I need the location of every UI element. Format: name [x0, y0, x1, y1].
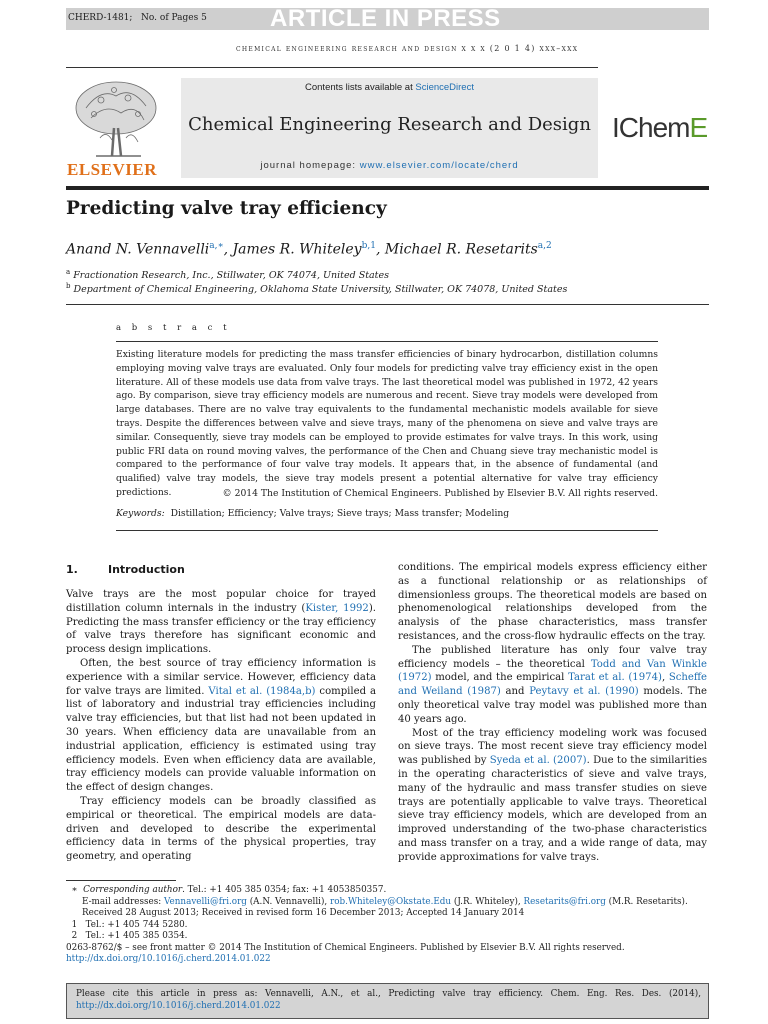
- received-dates: Received 28 August 2013; Received in revised form 16 December 2013; Accepted 14 January 2014: [82, 908, 525, 918]
- paragraph: Valve trays are the most popular choice for trayed distillation column internals in the industry (Kister, 1992). Predicting the mass transfer efficiency or the tray efficiency of valve trays therefore has significant economic and process design implications.: [66, 589, 376, 656]
- divider: [66, 304, 709, 305]
- keywords-label: Keywords:: [116, 508, 165, 519]
- divider: [66, 186, 709, 190]
- issn-line: 0263-8762/$ – see front matter © 2014 The Institution of Chemical Engineers. Published by Elsevier B.V. All rights reserved.: [66, 942, 625, 953]
- manuscript-id: CHERD-1481; No. of Pages 5: [68, 13, 207, 23]
- divider: [116, 530, 658, 531]
- footnote: 2 Tel.: +1 405 385 0354.: [71, 931, 188, 941]
- citation-link[interactable]: Peytavy et al. (1990): [529, 686, 639, 698]
- paragraph: Often, the best source of tray efficiency information is experience with a similar service. However, efficiency data for valve trays are limited. Vital et al. (1984a,b) compiled a list of laboratory and industrial tray efficiencies including valve tray efficiencies, but that list had not been updated in 30 years. When efficiency data are unavailable from an industrial application, efficiency is estimated using tray efficiency models. Even when efficiency data are available, tray efficiency models can provide valuable information on the effect of design changes.: [66, 657, 376, 794]
- email-link[interactable]: Resetarits@fri.org: [523, 896, 606, 907]
- citation-link[interactable]: Tarat et al. (1974): [568, 672, 662, 684]
- author-name: Anand N. Vennavelli: [66, 241, 210, 258]
- abstract-copyright: © 2014 The Institution of Chemical Engineers. Published by Elsevier B.V. All rights reserved.: [222, 488, 658, 499]
- citation-link[interactable]: Vital et al. (1984a,b): [208, 685, 316, 697]
- author-name: James R. Whiteley: [232, 241, 362, 258]
- citation-link[interactable]: Syeda et al. (2007): [489, 755, 587, 767]
- email-addresses: E-mail addresses: Vennavelli@fri.org (A.N. Vennavelli), rob.Whiteley@Okstate.Edu (J.R. Whiteley), Resetarits@fri.org (M.R. Resetarits).: [82, 896, 688, 907]
- publisher-wordmark: ELSEVIER: [67, 160, 157, 179]
- footnotes: [66, 885, 688, 966]
- body-column-right: [398, 561, 707, 865]
- footnote: 1 Tel.: +1 405 744 5280.: [71, 919, 188, 930]
- corresponding-author-note: ∗ Corresponding author. Tel.: +1 405 385 0354; fax: +1 4053850357.: [71, 885, 387, 895]
- email-link[interactable]: rob.Whiteley@Okstate.Edu: [330, 896, 452, 907]
- author-name: Michael R. Resetarits: [384, 241, 538, 258]
- footnote-divider: [66, 880, 176, 881]
- affiliation: $^b$ Department of Chemical Engineering, Oklahoma State University, Stillwater, OK 74078, United States: [66, 282, 568, 296]
- paragraph: The published literature has only four valve tray efficiency models – the theoretical Todd and Van Winkle (1972) model, and the empirical Tarat et al. (1974), Scheffe and Weiland (1987) and Peytavy et al. (1990) models. The only theoretical valve tray model was published more than 40 years ago.: [398, 644, 708, 725]
- body-column-left: [66, 588, 376, 864]
- abstract-heading: a b s t r a c t: [116, 323, 231, 333]
- divider: [116, 341, 658, 342]
- sciencedirect-link[interactable]: ScienceDirect: [415, 82, 474, 93]
- paragraph: conditions. The empirical models express efficiency either as a functional relationship or as relationships of dimensionless groups. The theoretical models are based on phenomenological relationships developed from the analysis of the phase characteristics, mass transfer resistances, and the cross-flow hydraulic effects on the tray.: [398, 562, 707, 642]
- affiliation: $^a$ Fractionation Research, Inc., Stillwater, OK 74074, United States: [66, 268, 390, 282]
- icheme-logo: IChemE: [612, 112, 708, 143]
- citation-link[interactable]: Todd and Van Winkle (1972): [398, 658, 707, 684]
- author-affil-link[interactable]: a,∗: [209, 241, 224, 251]
- doi-link[interactable]: http://dx.doi.org/10.1016/j.cherd.2014.01.022: [66, 954, 271, 964]
- running-head: chemical engineering research and design x x x (2 0 1 4) xxx–xxx: [236, 44, 579, 53]
- paragraph: Most of the tray efficiency modeling work was focused on sieve trays. The most recent sieve tray efficiency model was published by Syeda et al. (2007). Due to the similarities in the operating characteristics of sieve and valve trays, many of the hydraulic and mass transfer studies on sieve trays are potentially applicable to valve trays. Theoretical sieve tray efficiency models, which are developed from an improved understanding of the two-phase characteristics and mass transfer on a tray, and a wide range of data, may provide approximations for valve trays.: [398, 727, 708, 863]
- keywords-list: Distillation; Efficiency; Valve trays; Sieve trays; Mass transfer; Modeling: [170, 508, 510, 519]
- citation-doi-link[interactable]: http://dx.doi.org/10.1016/j.cherd.2014.01.022: [76, 1001, 281, 1011]
- section-heading: [66, 563, 185, 576]
- banner-text: ARTICLE IN PRESS: [270, 5, 501, 32]
- author-affil-link[interactable]: a,2: [537, 241, 552, 251]
- page-count: No. of Pages 5: [141, 13, 207, 23]
- divider: [66, 67, 598, 68]
- citation-link[interactable]: Kister, 1992: [305, 602, 369, 614]
- journal-homepage: journal homepage: www.elsevier.com/locate/cherd: [260, 160, 519, 171]
- section-number: 1.: [66, 563, 78, 576]
- article-title: Predicting valve tray efficiency: [66, 198, 387, 219]
- homepage-link[interactable]: www.elsevier.com/locate/cherd: [359, 160, 519, 171]
- journal-title: Chemical Engineering Research and Design: [188, 114, 591, 135]
- citation-text: Please cite this article in press as: Vennavelli, A.N., et al., Predicting valve tray efficiency. Chem. Eng. Res. Des. (2014), http://dx.doi.org/10.1016/j.cherd.2014.01.022: [76, 989, 701, 1011]
- citation-link[interactable]: Scheffe and Weiland (1987): [398, 672, 707, 698]
- abstract-text: Existing literature models for predicting the mass transfer efficiencies of binary hydrocarbon, distillation columns employing moving valve trays are evaluated. Only four models for predicting valve tray efficiency exist in the open literature. All of these models use data from valve trays. The last theoretical model was published in 1972, 42 years ago. By comparison, sieve tray efficiency models are numerous and recent. Sieve tray models were developed from large databases. There are no valve tray equivalents to the fundamental mechanistic models available for sieve trays. Despite the differences between valve and sieve trays, many of the phenomena on sieve and valve trays are similar. Consequently, sieve tray models can be employed to provide estimates for valve trays. In this work, using public FRI data on round moving valves, the performance of the Chen and Chuang sieve tray mechanistic model is compared to the performance of four valve tray models. It appears that, in the absence of fundamental (and qualified) valve tray models, the sieve tray models present a potential alternative for valve tray efficiency predictions.: [116, 349, 658, 498]
- keywords: [116, 508, 509, 519]
- section-title: Introduction: [108, 563, 185, 576]
- author-list: Anand N. Vennavelli$^{a,∗}$, James R. Whiteley$^{b,1}$, Michael R. Resetarits$^{a,2}$: [66, 241, 552, 258]
- author-affil-link[interactable]: b,1: [361, 241, 376, 251]
- email-link[interactable]: Vennavelli@fri.org: [164, 896, 247, 907]
- paragraph: Tray efficiency models can be broadly classified as empirical or theoretical. The empirical models are data-driven and developed to describe the experimental efficiency data in terms of the physical properties, tray geometry, and operating: [66, 795, 376, 863]
- contents-line: Contents lists available at ScienceDirect: [305, 82, 474, 93]
